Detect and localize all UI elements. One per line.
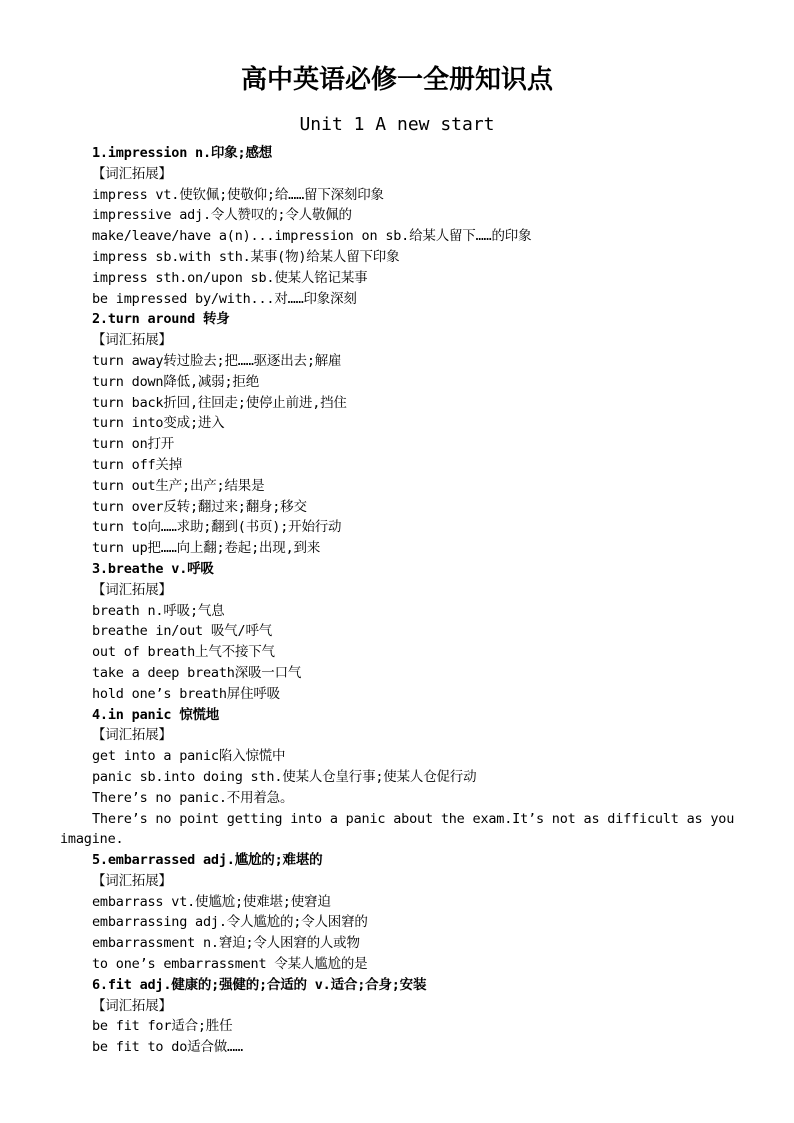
vocab-item: turn out生产;出产;结果是: [92, 477, 265, 494]
vocab-item: be fit for适合;胜任: [92, 1018, 233, 1035]
vocab-item: impressive adj.令人赞叹的;令人敬佩的: [92, 207, 352, 224]
section-heading: 4.in panic 惊慌地: [92, 706, 220, 723]
vocab-item: turn up把……向上翻;卷起;出现,到来: [92, 540, 321, 557]
document-body: [60, 143, 752, 1058]
section-label: 【词汇拓展】: [92, 581, 172, 598]
section-heading: 6.fit adj.健康的;强健的;合适的 v.适合;合身;安装: [92, 976, 427, 993]
vocab-item: impress vt.使钦佩;使敬仰;给……留下深刻印象: [92, 186, 384, 203]
vocab-item: There’s no panic.不用着急。: [92, 789, 294, 806]
section-label: 【词汇拓展】: [92, 727, 172, 744]
vocab-item: impress sth.on/upon sb.使某人铭记某事: [92, 269, 368, 286]
vocab-item: embarrass vt.使尴尬;使难堪;使窘迫: [92, 893, 331, 910]
section-heading: 3.breathe v.呼吸: [92, 560, 214, 577]
section-label: 【词汇拓展】: [92, 997, 172, 1014]
vocab-item: turn over反转;翻过来;翻身;移交: [92, 498, 307, 515]
vocab-item: impress sb.with sth.某事(物)给某人留下印象: [92, 248, 400, 265]
vocab-item: panic sb.into doing sth.使某人仓皇行事;使某人仓促行动: [92, 768, 477, 785]
vocab-item: turn into变成;进入: [92, 415, 225, 432]
vocab-item: breathe in/out 吸气/呼气: [92, 623, 273, 640]
vocab-item: be impressed by/with...对……印象深刻: [92, 290, 357, 307]
document-title: 高中英语必修一全册知识点: [240, 65, 553, 95]
section-label: 【词汇拓展】: [92, 872, 172, 889]
vocab-item: out of breath上气不接下气: [92, 644, 275, 661]
example-sentence: There’s no point getting into a panic about the exam.It’s not as difficult as you imagine.: [60, 810, 735, 848]
vocab-item: make/leave/have a(n)...impression on sb.给某人留下……的印象: [92, 228, 532, 245]
vocab-item: get into a panic陷入惊慌中: [92, 748, 286, 765]
section-heading: 5.embarrassed adj.尴尬的;难堪的: [92, 852, 323, 869]
section-heading: 1.impression n.印象;感想: [92, 145, 273, 161]
vocab-item: hold one’s breath屏住呼吸: [92, 685, 280, 702]
vocab-item: to one’s embarrassment 令某人尴尬的是: [92, 956, 368, 973]
section-label: 【词汇拓展】: [92, 332, 172, 349]
vocab-item: turn off关掉: [92, 456, 183, 473]
example-paragraph: [60, 809, 740, 851]
vocab-item: turn on打开: [92, 436, 175, 453]
vocab-item: take a deep breath深吸一口气: [92, 664, 302, 681]
vocab-item: turn to向……求助;翻到(书页);开始行动: [92, 519, 342, 536]
section-heading: 2.turn around 转身: [92, 311, 230, 328]
unit-title: Unit 1 A new start: [299, 114, 495, 135]
vocab-item: turn away转过脸去;把……驱逐出去;解雇: [92, 352, 342, 369]
vocab-item: breath n.呼吸;气息: [92, 602, 225, 619]
vocab-item: be fit to do适合做……: [92, 1039, 243, 1056]
vocab-item: turn back折回,往回走;使停止前进,挡住: [92, 394, 347, 411]
vocab-item: embarrassment n.窘迫;令人困窘的人或物: [92, 935, 360, 952]
section-label: 【词汇拓展】: [92, 165, 172, 182]
vocab-item: embarrassing adj.令人尴尬的;令人困窘的: [92, 914, 368, 931]
vocab-item: turn down降低,减弱;拒绝: [92, 373, 260, 390]
